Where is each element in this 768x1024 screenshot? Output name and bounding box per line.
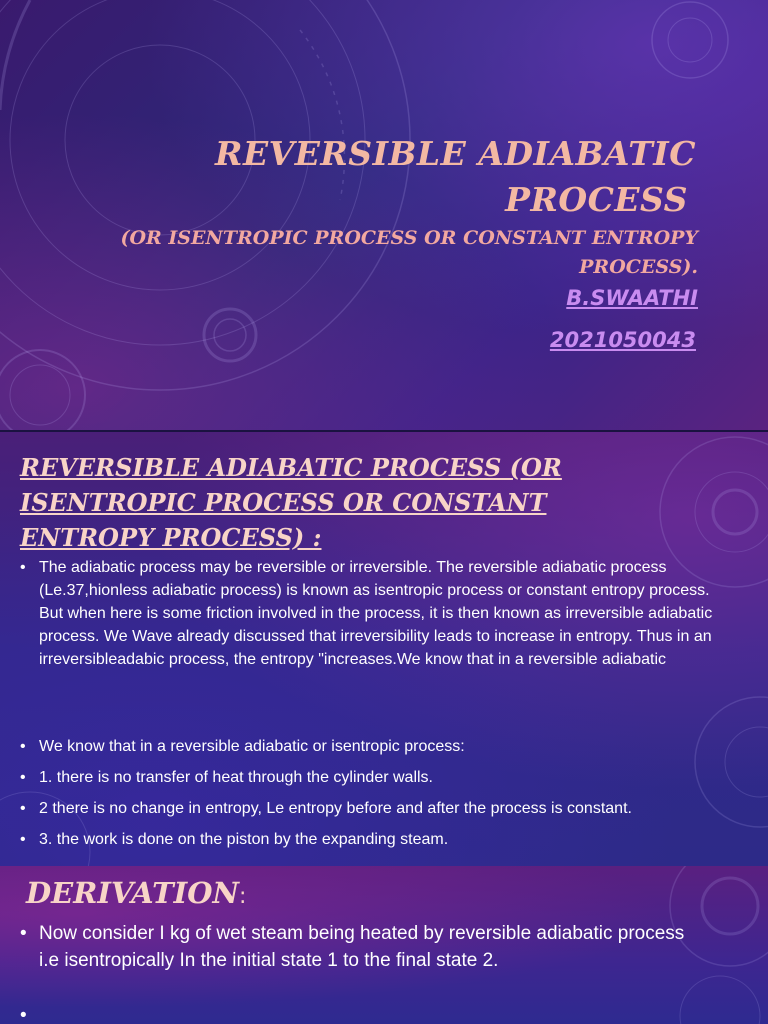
derivation-heading-colon: : [239, 884, 247, 909]
section-heading: REVERSIBLE ADIABATIC PROCESS (OR ISENTROPIC PROCESS OR CONSTANT ENTROPY PROCESS) : [20, 453, 562, 552]
list-item: • Now consider I kg of wet steam being heated by reversible adiabatic process i.e isentropically In the initial state 1 to the final state 2. [20, 920, 700, 974]
list-item: • The adiabatic process may be reversible or irreversible. The reversible adiabatic process (Le.37,hionless adiabatic process) is known as isentropic process or constant entropy process. But when here is some friction involved in the process, it is then known as irreversible adiabatic process. We Wave already discussed that irreversibility leads to increase in entropy. Thus in an irreversibleadabic process, the entropy "increases.We know that in a reversible adiabatic [20, 556, 720, 671]
list-item: • We know that in a reversible adiabatic or isentropic process: [20, 735, 720, 758]
paragraph-list [20, 556, 720, 671]
author-name: B.SWAATHI [566, 286, 698, 310]
list-item-empty [20, 1002, 700, 1024]
derivation-list [20, 920, 700, 1024]
list-item: • 3. the work is done on the piston by the expanding steam. [20, 828, 720, 851]
slide-subtitle: (OR ISENTROPIC PROCESS OR CONSTANT ENTROPY PROCESS). [120, 227, 698, 278]
list-item: • 1. there is no transfer of heat through the cylinder walls. [20, 766, 720, 789]
author-id: 2021050043 [549, 328, 696, 352]
process-conditions-list [20, 735, 720, 859]
derivation-heading [26, 876, 246, 910]
list-item: • 2 there is no change in entropy, Le entropy before and after the process is constant. [20, 797, 720, 820]
derivation-heading-text: DERIVATION [26, 876, 239, 910]
content-slide [0, 432, 768, 866]
derivation-slide [0, 866, 768, 1024]
slide-title-line2: PROCESS [505, 180, 688, 219]
slide-title-line1: REVERSIBLE ADIABATIC [215, 134, 696, 173]
title-slide [0, 0, 768, 430]
